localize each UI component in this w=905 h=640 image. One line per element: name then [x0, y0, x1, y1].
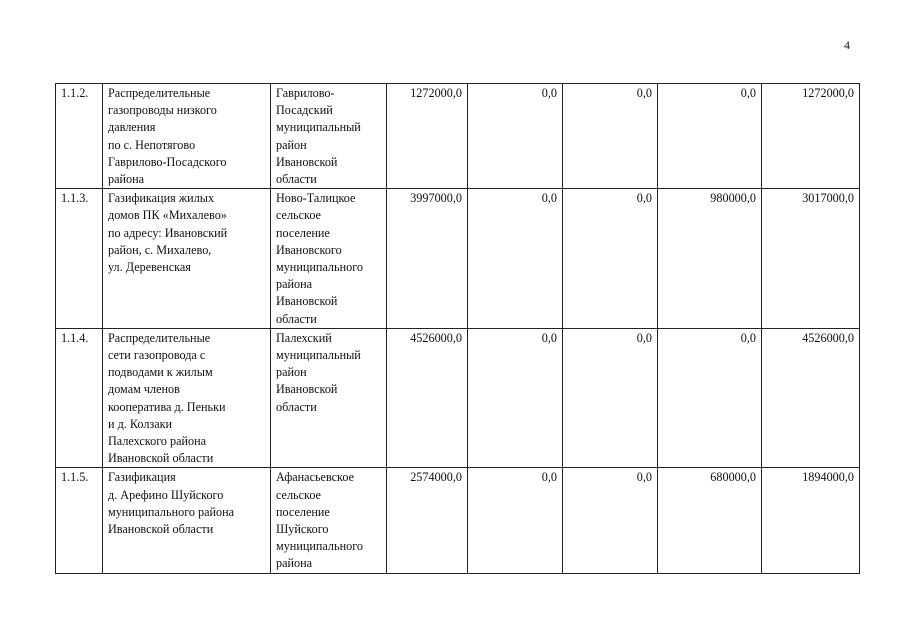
amount-col-4: 4526000,0	[762, 328, 860, 468]
amount-col-4: 3017000,0	[762, 189, 860, 329]
project-name: Газификация д. Арефино Шуйского муниципального района Ивановской области	[103, 468, 271, 573]
amount-col-2: 0,0	[563, 189, 658, 329]
amount-col-1: 0,0	[468, 468, 563, 573]
amount-col-1: 0,0	[468, 84, 563, 189]
table-row	[56, 328, 860, 468]
amount-col-2: 0,0	[563, 468, 658, 573]
total-amount: 4526000,0	[387, 328, 468, 468]
total-amount: 3997000,0	[387, 189, 468, 329]
row-id: 1.1.2.	[56, 84, 103, 189]
amount-col-2: 0,0	[563, 84, 658, 189]
total-amount: 1272000,0	[387, 84, 468, 189]
table-row	[56, 468, 860, 573]
page-number: 4	[844, 38, 850, 52]
municipality: Афанасьевское сельское поселение Шуйского муниципального района	[271, 468, 387, 573]
amount-col-1: 0,0	[468, 189, 563, 329]
municipality: Ново-Талицкое сельское поселение Ивановского муниципального района Ивановской области	[271, 189, 387, 329]
amount-col-2: 0,0	[563, 328, 658, 468]
municipality: Гаврилово- Посадский муниципальный район Ивановской области	[271, 84, 387, 189]
row-id: 1.1.3.	[56, 189, 103, 329]
amount-col-4: 1272000,0	[762, 84, 860, 189]
row-id: 1.1.5.	[56, 468, 103, 573]
amount-col-1: 0,0	[468, 328, 563, 468]
project-name: Распределительные сети газопровода с подводами к жилым домам членов кооператива д. Пеньки и д. Колзаки Палехского района Ивановской области	[103, 328, 271, 468]
project-name: Распределительные газопроводы низкого давления по с. Непотягово Гаврилово-Посадского района	[103, 84, 271, 189]
budget-table	[55, 83, 860, 574]
table-row	[56, 189, 860, 329]
amount-col-3: 0,0	[658, 328, 762, 468]
row-id: 1.1.4.	[56, 328, 103, 468]
table-row	[56, 84, 860, 189]
amount-col-3: 680000,0	[658, 468, 762, 573]
municipality: Палехский муниципальный район Ивановской области	[271, 328, 387, 468]
amount-col-3: 980000,0	[658, 189, 762, 329]
amount-col-3: 0,0	[658, 84, 762, 189]
amount-col-4: 1894000,0	[762, 468, 860, 573]
project-name: Газификация жилых домов ПК «Михалево» по адресу: Ивановский район, с. Михалево, ул. Деревенская	[103, 189, 271, 329]
total-amount: 2574000,0	[387, 468, 468, 573]
